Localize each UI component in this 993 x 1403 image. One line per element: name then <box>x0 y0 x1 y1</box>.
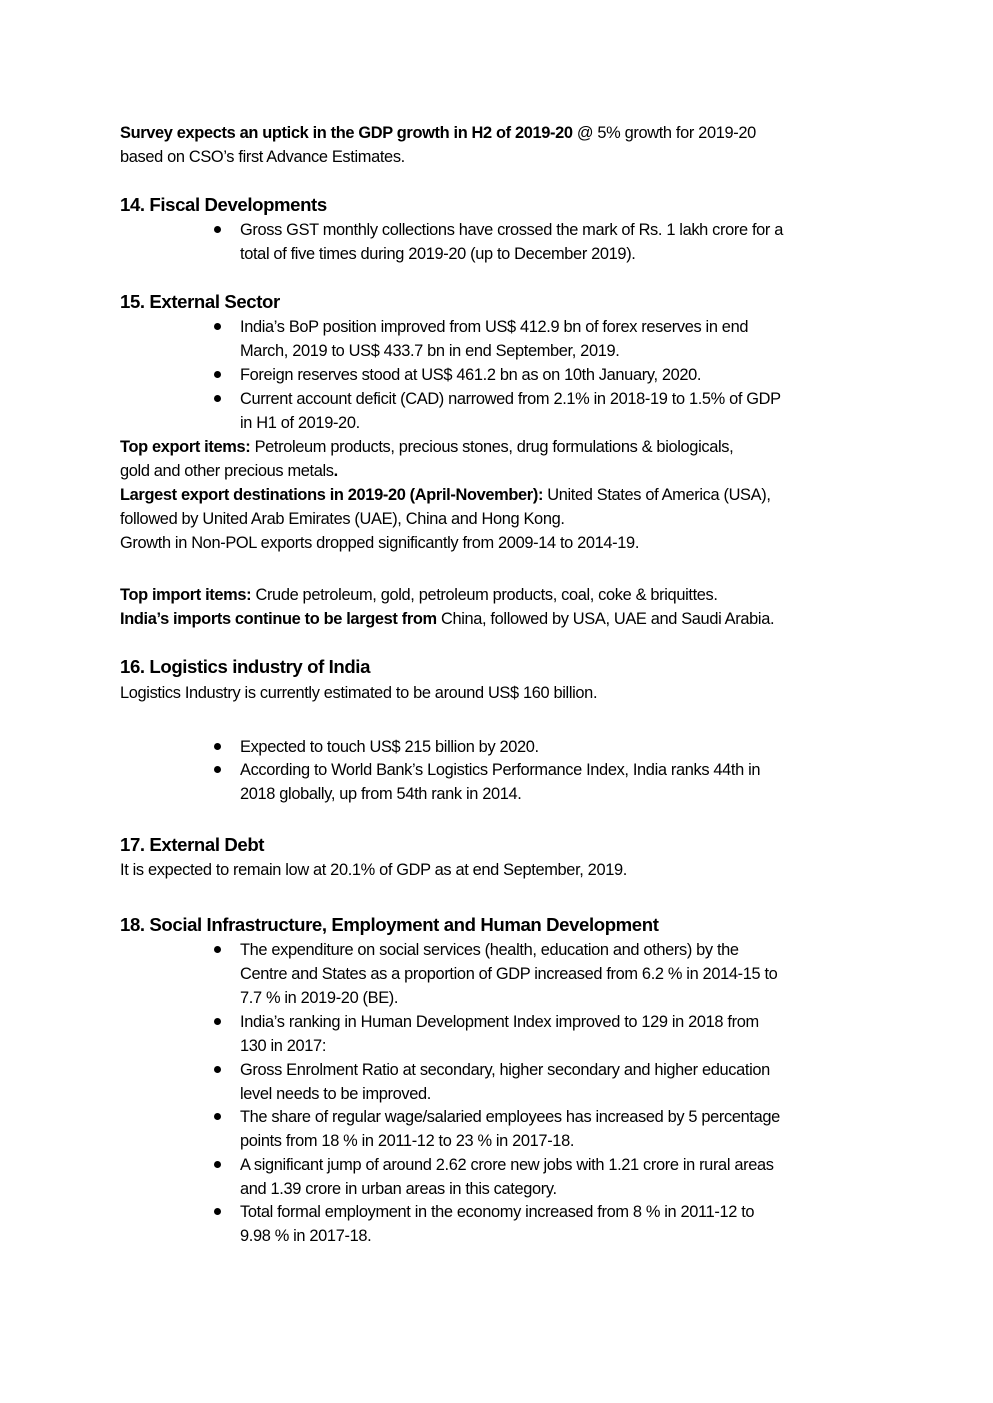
export-items-text: gold and other precious metals <box>120 462 334 480</box>
bullet-text: level needs to be improved. <box>240 1085 431 1103</box>
bullet-icon <box>214 1208 221 1215</box>
bullet-text: Total formal employment in the economy increased from 8 % in 2011-12 to <box>240 1203 755 1221</box>
bullet-text: According to World Bank’s Logistics Performance Index, India ranks 44th in <box>240 761 761 779</box>
bullet-text: points from 18 % in 2011-12 to 23 % in 2017-18. <box>240 1132 575 1150</box>
bullet-text: India’s BoP position improved from US$ 412.9 bn of forex reserves in end <box>240 318 749 336</box>
bullet-text: The expenditure on social services (health, education and others) by the <box>240 941 739 959</box>
bullet-icon <box>214 766 221 773</box>
bullet-icon <box>214 743 221 750</box>
bullet-text: total of five times during 2019-20 (up to December 2019). <box>240 245 636 263</box>
import-sources-label: India’s imports continue to be largest from <box>120 610 437 628</box>
intro-bold: Survey expects an uptick in the GDP growth in H2 of 2019-20 <box>120 124 573 142</box>
bullet-text: Current account deficit (CAD) narrowed from 2.1% in 2018-19 to 1.5% of GDP <box>240 390 781 408</box>
bullet-text: Gross Enrolment Ratio at secondary, higher secondary and higher education <box>240 1061 770 1079</box>
section-heading-logistics: 16. Logistics industry of India <box>120 656 371 677</box>
bullet-text: Foreign reserves stood at US$ 461.2 bn as on 10th January, 2020. <box>240 366 702 384</box>
import-items-label: Top import items: <box>120 586 252 604</box>
destinations-line-1 <box>120 483 771 507</box>
bullet-text: 2018 globally, up from 54th rank in 2014. <box>240 785 522 803</box>
debt-text: It is expected to remain low at 20.1% of GDP as at end September, 2019. <box>120 861 627 879</box>
bullet-text: Gross GST monthly collections have crossed the mark of Rs. 1 lakh crore for a <box>240 221 784 239</box>
export-items-line-2 <box>120 459 338 483</box>
bullet-icon <box>214 1113 221 1120</box>
bullet-text: India’s ranking in Human Development Index improved to 129 in 2018 from <box>240 1013 759 1031</box>
bullet-icon <box>214 226 221 233</box>
bullet-text: A significant jump of around 2.62 crore new jobs with 1.21 crore in rural areas <box>240 1156 774 1174</box>
section-heading-external: 15. External Sector <box>120 291 280 312</box>
destinations-text: United States of America (USA), <box>543 486 771 504</box>
bullet-icon <box>214 371 221 378</box>
destinations-label: Largest export destinations in 2019-20 (April-November): <box>120 486 544 504</box>
section-heading-social: 18. Social Infrastructure, Employment and Human Development <box>120 914 659 935</box>
intro-text: @ 5% growth for 2019-20 <box>572 124 756 142</box>
bullet-icon <box>214 323 221 330</box>
intro-line-2: based on CSO’s first Advance Estimates. <box>120 148 405 166</box>
bullet-icon <box>214 946 221 953</box>
bullet-text: 9.98 % in 2017-18. <box>240 1227 372 1245</box>
intro-line-1 <box>120 121 756 145</box>
section-heading-debt: 17. External Debt <box>120 834 265 855</box>
non-pol-text: Growth in Non-POL exports dropped significantly from 2009-14 to 2014-19. <box>120 534 640 552</box>
destinations-line-2: followed by United Arab Emirates (UAE), China and Hong Kong. <box>120 510 565 528</box>
export-items-line-1 <box>120 435 733 459</box>
export-items-text: Petroleum products, precious stones, drug formulations & biologicals, <box>250 438 734 456</box>
bullet-text: 7.7 % in 2019-20 (BE). <box>240 989 399 1007</box>
bullet-text: The share of regular wage/salaried employees has increased by 5 percentage <box>240 1108 780 1126</box>
bullet-text: 130 in 2017: <box>240 1037 327 1055</box>
export-items-label: Top export items: <box>120 438 251 456</box>
bullet-text: and 1.39 crore in urban areas in this category. <box>240 1180 557 1198</box>
bullet-icon <box>214 1161 221 1168</box>
bullet-text: Centre and States as a proportion of GDP increased from 6.2 % in 2014-15 to <box>240 965 778 983</box>
bullet-text: Expected to touch US$ 215 billion by 2020. <box>240 738 539 756</box>
bullet-text: March, 2019 to US$ 433.7 bn in end September, 2019. <box>240 342 620 360</box>
import-items-text: Crude petroleum, gold, petroleum products, coal, coke & briquittes. <box>251 586 718 604</box>
import-sources-line <box>120 607 774 631</box>
export-items-period: . <box>333 462 338 480</box>
import-sources-text: China, followed by USA, UAE and Saudi Arabia. <box>436 610 775 628</box>
import-items-line <box>120 583 718 607</box>
bullet-text: in H1 of 2019-20. <box>240 414 360 432</box>
section-heading-fiscal: 14. Fiscal Developments <box>120 194 327 215</box>
bullet-icon <box>214 1066 221 1073</box>
logistics-text: Logistics Industry is currently estimated to be around US$ 160 billion. <box>120 684 598 702</box>
bullet-icon <box>214 395 221 402</box>
bullet-icon <box>214 1018 221 1025</box>
